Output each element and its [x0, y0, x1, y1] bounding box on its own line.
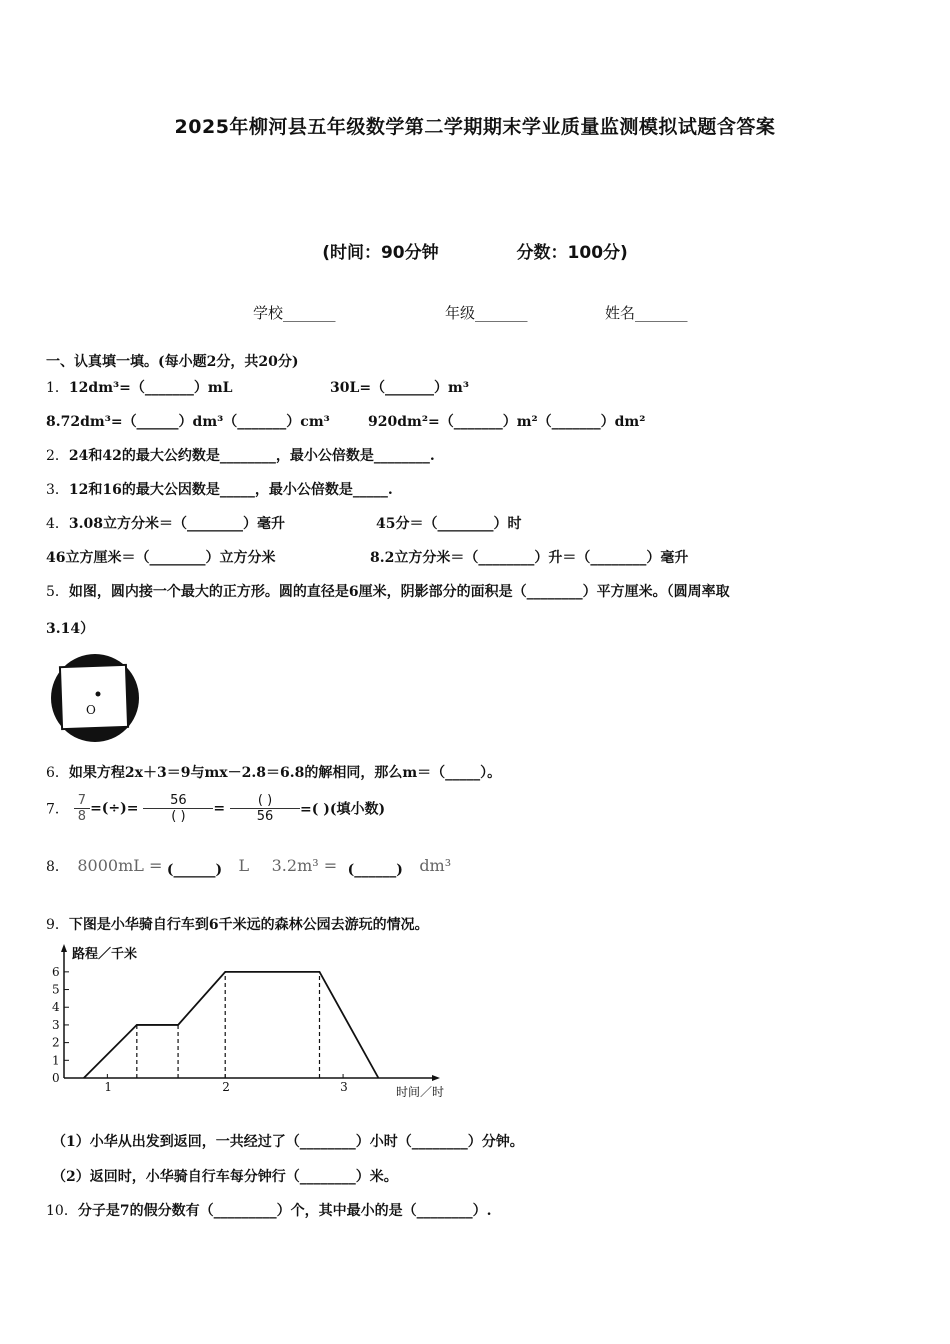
q7-tail: =( )(填小数)	[300, 801, 386, 818]
center-dot	[96, 692, 101, 697]
section-header: 一、认真填一填。(每小题2分，共20分)	[46, 354, 299, 370]
chart-axes	[61, 944, 440, 1081]
q1-text-d: 920dm²=（_______）m²（_______）dm²	[368, 414, 646, 430]
q2-number: 2．	[46, 448, 69, 464]
q9	[46, 914, 429, 934]
school-field[interactable]: 学校_______	[253, 304, 336, 322]
q1-line1a	[46, 377, 233, 397]
q8-blank-1: (______)	[166, 862, 223, 878]
q8-unit-2: dm³	[419, 856, 452, 875]
x-tick-label: 2	[222, 1080, 230, 1094]
y-axis-label: 路程／千米	[72, 947, 138, 962]
q7-mid: =(÷)=	[90, 800, 139, 817]
q8-blank-2: (______)	[347, 862, 403, 878]
q2-text: 24和42的最大公约数是________，最小公倍数是________.	[68, 448, 435, 464]
q7-f2-den: ( )	[171, 809, 186, 824]
distance-time-chart	[46, 940, 486, 1110]
q5-text-2: 3.14）	[46, 621, 95, 637]
q5-number: 5．	[46, 584, 69, 600]
q4-line1a	[46, 513, 285, 533]
q2	[46, 445, 435, 465]
q1-text-a: 12dm³=（_______）mL	[68, 380, 233, 396]
y-tick-label: 5	[52, 982, 60, 997]
x-axis-arrow	[432, 1075, 440, 1081]
q4-text-a: 3.08立方分米＝（________）毫升	[68, 516, 286, 532]
q9-number: 9．	[46, 917, 69, 933]
q3-text: 12和16的最大公因数是_____，最小公倍数是_____.	[68, 482, 393, 498]
q8-expr-a: 8000mL =	[77, 856, 163, 875]
q7-fraction-3	[230, 793, 300, 824]
y-tick-label: 4	[52, 1000, 60, 1015]
q7-f3-num: ( )	[230, 793, 300, 809]
q3	[46, 479, 393, 499]
time-label: (时间：90分钟	[322, 243, 439, 263]
grade-field[interactable]: 年级_______	[445, 304, 528, 322]
q9-sub1: （1）小华从出发到返回，一共经过了（________）小时（________）分钟。	[52, 1134, 524, 1150]
y-tick-label: 0	[52, 1071, 60, 1085]
q7-f2-num: 56	[143, 793, 213, 809]
q8-unit-1: L	[238, 856, 250, 875]
x-tick-label: 3	[340, 1080, 348, 1094]
score-label: 分数：100分)	[516, 243, 628, 263]
q4-text-c: 46立方厘米＝（________）立方分米	[46, 550, 276, 566]
q1-number: 1．	[46, 380, 69, 396]
x-axis-label: 时间／时	[396, 1085, 445, 1099]
q7-fraction-1	[74, 793, 90, 824]
q7	[46, 793, 385, 824]
q7-fraction-2	[143, 793, 213, 824]
q7-f3-den: 56	[256, 809, 274, 824]
q7-f1-den: 8	[77, 809, 87, 824]
chart-labels	[52, 946, 444, 1099]
q9-text: 下图是小华骑自行车到6千米远的森林公园去游玩的情况。	[68, 917, 429, 933]
center-label: O	[86, 703, 96, 717]
circle-square-figure	[46, 652, 146, 744]
q1-text-b: 30L=（_______）m³	[330, 380, 470, 396]
q5-text: 如图，圆内接一个最大的正方形。圆的直径是6厘米，阴影部分的面积是（________）平方厘米。（圆周率取	[68, 584, 730, 600]
q8-number: 8．	[46, 859, 69, 875]
chart-series	[84, 972, 379, 1078]
q8	[46, 856, 451, 878]
q4-text-d: 8.2立方分米＝（________）升＝（________）毫升	[370, 550, 689, 566]
y-tick-label: 6	[52, 964, 60, 979]
q10	[46, 1200, 491, 1220]
q7-number: 7．	[46, 801, 69, 818]
q4-number: 4．	[46, 516, 69, 532]
series-line	[84, 972, 379, 1078]
q3-number: 3．	[46, 482, 69, 498]
q1-text-c: 8.72dm³=（______）dm³（_______）cm³	[46, 414, 330, 430]
q5-line1	[46, 581, 730, 601]
y-tick-label: 1	[52, 1053, 60, 1068]
q6-number: 6．	[46, 765, 69, 781]
q7-eq: =	[213, 800, 226, 817]
q6	[46, 762, 501, 782]
q10-number: 10．	[46, 1203, 78, 1219]
q10-text: 分子是7的假分数有（_________）个，其中最小的是（________）.	[77, 1203, 492, 1219]
inscribed-square	[60, 665, 128, 729]
q4-text-b: 45分＝（________）时	[376, 516, 522, 532]
q9-sub2: （2）返回时，小华骑自行车每分钟行（________）米。	[52, 1169, 398, 1185]
y-tick-label: 2	[52, 1035, 60, 1050]
exam-meta	[0, 238, 950, 263]
q6-text: 如果方程2x＋3＝9与mx－2.8＝6.8的解相同，那么m＝（_____）。	[68, 765, 502, 781]
document-title: 2025年柳河县五年级数学第二学期期末学业质量监测模拟试题含答案	[174, 116, 776, 138]
y-tick-label: 3	[52, 1017, 60, 1032]
q7-f1-num: 7	[74, 793, 90, 809]
q8-expr-b: 3.2m³ =	[271, 856, 338, 875]
y-axis-arrow	[61, 944, 67, 952]
name-field[interactable]: 姓名_______	[605, 304, 688, 322]
x-tick-label: 1	[104, 1080, 112, 1094]
